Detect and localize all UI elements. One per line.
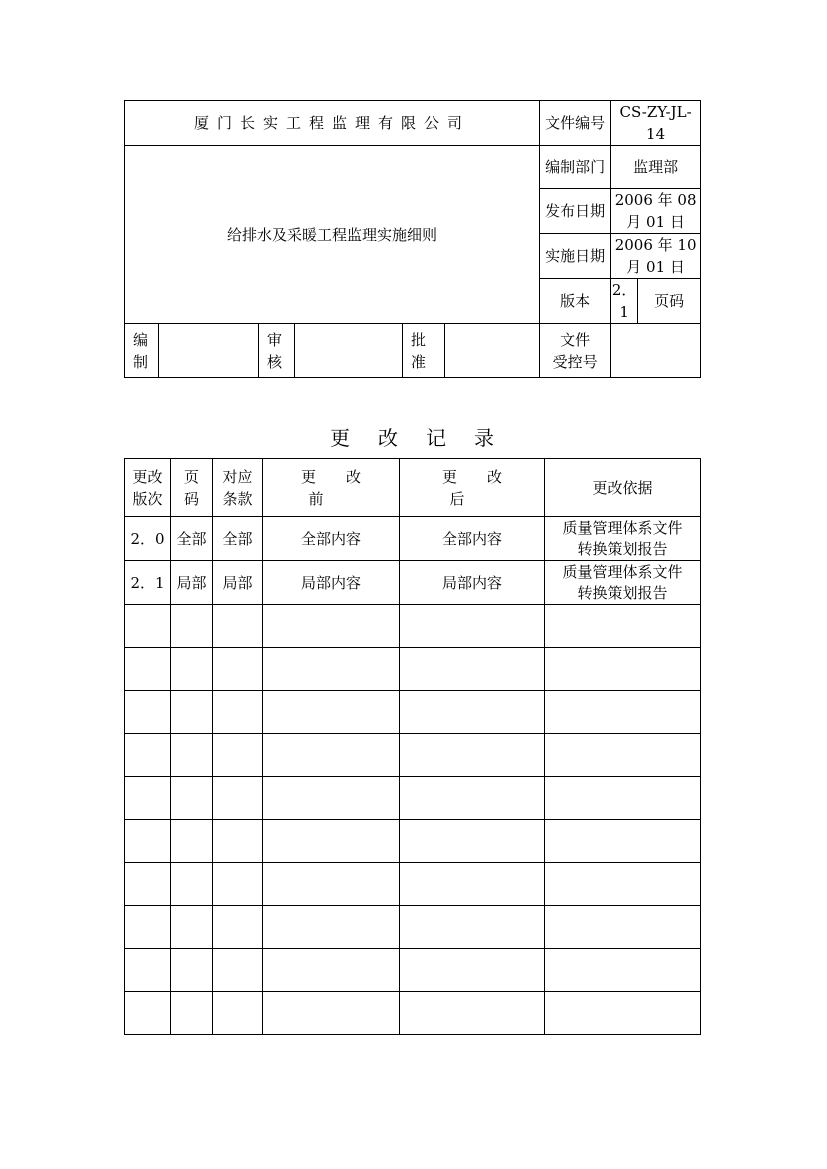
effective-date-label: 实施日期 bbox=[540, 234, 611, 279]
col-clause bbox=[213, 459, 263, 517]
empty-cell bbox=[171, 648, 213, 691]
empty-cell bbox=[125, 906, 171, 949]
empty-cell bbox=[263, 777, 400, 820]
empty-cell bbox=[171, 992, 213, 1035]
empty-cell bbox=[213, 605, 263, 648]
empty-cell bbox=[400, 734, 545, 777]
issue-date-label: 发布日期 bbox=[540, 189, 611, 234]
col-before: 更改前 bbox=[263, 459, 400, 517]
empty-cell bbox=[125, 949, 171, 992]
empty-row bbox=[125, 949, 701, 992]
approved-by-label-line2: 准 bbox=[411, 352, 427, 371]
company-name: 厦门长实工程监理有限公司 bbox=[125, 101, 540, 146]
empty-cell bbox=[545, 949, 701, 992]
document-header-table bbox=[124, 100, 701, 378]
empty-cell bbox=[400, 605, 545, 648]
empty-cell bbox=[400, 992, 545, 1035]
col-version bbox=[125, 459, 171, 517]
control-no-label-line1: 文件 bbox=[560, 330, 591, 349]
cell-basis bbox=[545, 561, 701, 605]
empty-row bbox=[125, 648, 701, 691]
col-page-line2: 码 bbox=[183, 489, 199, 508]
empty-cell bbox=[400, 777, 545, 820]
empty-row bbox=[125, 906, 701, 949]
empty-cell bbox=[125, 691, 171, 734]
col-version-line1: 更改 bbox=[132, 467, 163, 486]
empty-cell bbox=[125, 820, 171, 863]
empty-row bbox=[125, 605, 701, 648]
cell-basis bbox=[545, 517, 701, 561]
empty-cell bbox=[125, 648, 171, 691]
empty-cell bbox=[213, 648, 263, 691]
empty-row bbox=[125, 992, 701, 1035]
change-record-title: 更改记录 bbox=[330, 426, 522, 450]
empty-cell bbox=[545, 820, 701, 863]
page-label: 页码 bbox=[638, 279, 701, 324]
approved-by-label-line1: 批 bbox=[411, 330, 427, 349]
doc-no-label: 文件编号 bbox=[540, 101, 611, 146]
reviewed-by-field bbox=[295, 324, 403, 378]
empty-cell bbox=[263, 734, 400, 777]
empty-cell bbox=[400, 691, 545, 734]
empty-cell bbox=[263, 992, 400, 1035]
col-version-line2: 版次 bbox=[132, 489, 163, 508]
reviewed-by-label-line1: 审 bbox=[267, 330, 283, 349]
cell-basis-line2: 转换策划报告 bbox=[577, 583, 668, 602]
empty-cell bbox=[263, 605, 400, 648]
cell-version: 2．1 bbox=[125, 561, 171, 605]
empty-cell bbox=[125, 734, 171, 777]
empty-cell bbox=[545, 863, 701, 906]
empty-cell bbox=[213, 949, 263, 992]
empty-cell bbox=[400, 949, 545, 992]
empty-cell bbox=[213, 906, 263, 949]
cell-clause: 全部 bbox=[213, 517, 263, 561]
change-record-header-row bbox=[125, 459, 701, 517]
empty-cell bbox=[171, 777, 213, 820]
prepared-by-field bbox=[159, 324, 259, 378]
col-after: 更改后 bbox=[400, 459, 545, 517]
empty-cell bbox=[125, 777, 171, 820]
empty-cell bbox=[263, 648, 400, 691]
prepared-by-label-line1: 编 bbox=[133, 330, 149, 349]
cell-page: 局部 bbox=[171, 561, 213, 605]
cell-after: 局部内容 bbox=[400, 561, 545, 605]
cell-clause: 局部 bbox=[213, 561, 263, 605]
col-page bbox=[171, 459, 213, 517]
control-no-label-line2: 受控号 bbox=[552, 352, 598, 371]
empty-cell bbox=[263, 949, 400, 992]
empty-cell bbox=[171, 863, 213, 906]
reviewed-by-label-line2: 核 bbox=[267, 352, 283, 371]
empty-cell bbox=[171, 691, 213, 734]
cell-page: 全部 bbox=[171, 517, 213, 561]
cell-after: 全部内容 bbox=[400, 517, 545, 561]
table-row bbox=[125, 517, 701, 561]
cell-basis-line1: 质量管理体系文件 bbox=[562, 562, 683, 581]
empty-cell bbox=[213, 734, 263, 777]
reviewed-by-label bbox=[259, 324, 295, 378]
cell-version: 2．0 bbox=[125, 517, 171, 561]
empty-cell bbox=[171, 734, 213, 777]
empty-cell bbox=[545, 691, 701, 734]
control-no-label bbox=[540, 324, 611, 378]
empty-cell bbox=[125, 605, 171, 648]
prepared-by-label bbox=[125, 324, 159, 378]
empty-cell bbox=[263, 863, 400, 906]
empty-cell bbox=[400, 820, 545, 863]
cell-before: 局部内容 bbox=[263, 561, 400, 605]
empty-cell bbox=[213, 863, 263, 906]
cell-basis-line2: 转换策划报告 bbox=[577, 539, 668, 558]
empty-cell bbox=[171, 820, 213, 863]
empty-cell bbox=[545, 906, 701, 949]
empty-cell bbox=[263, 906, 400, 949]
version: 2．1 bbox=[611, 279, 638, 324]
col-clause-line2: 条款 bbox=[222, 489, 253, 508]
empty-row bbox=[125, 863, 701, 906]
change-record-table bbox=[124, 458, 701, 1035]
version-label: 版本 bbox=[540, 279, 611, 324]
empty-cell bbox=[545, 605, 701, 648]
dept-label: 编制部门 bbox=[540, 146, 611, 189]
empty-cell bbox=[545, 734, 701, 777]
empty-cell bbox=[213, 691, 263, 734]
cell-before: 全部内容 bbox=[263, 517, 400, 561]
table-row bbox=[125, 561, 701, 605]
empty-cell bbox=[125, 863, 171, 906]
empty-cell bbox=[400, 906, 545, 949]
prepared-by-label-line2: 制 bbox=[133, 352, 149, 371]
dept: 监理部 bbox=[611, 146, 701, 189]
empty-cell bbox=[171, 605, 213, 648]
empty-cell bbox=[400, 648, 545, 691]
cell-basis-line1: 质量管理体系文件 bbox=[562, 518, 683, 537]
empty-cell bbox=[213, 777, 263, 820]
col-clause-line1: 对应 bbox=[222, 467, 253, 486]
effective-date: 2006 年 10 月 01 日 bbox=[611, 234, 701, 279]
empty-cell bbox=[213, 992, 263, 1035]
col-basis: 更改依据 bbox=[545, 459, 701, 517]
empty-cell bbox=[125, 992, 171, 1035]
empty-cell bbox=[545, 777, 701, 820]
doc-title: 给排水及采暖工程监理实施细则 bbox=[125, 146, 540, 324]
approved-by-label bbox=[403, 324, 445, 378]
issue-date: 2006 年 08 月 01 日 bbox=[611, 189, 701, 234]
empty-cell bbox=[171, 949, 213, 992]
empty-cell bbox=[545, 992, 701, 1035]
empty-cell bbox=[213, 820, 263, 863]
empty-row bbox=[125, 734, 701, 777]
empty-cell bbox=[545, 648, 701, 691]
empty-cell bbox=[263, 820, 400, 863]
empty-row bbox=[125, 820, 701, 863]
empty-row bbox=[125, 777, 701, 820]
empty-row bbox=[125, 691, 701, 734]
empty-cell bbox=[400, 863, 545, 906]
control-no-field bbox=[611, 324, 701, 378]
empty-cell bbox=[263, 691, 400, 734]
empty-cell bbox=[171, 906, 213, 949]
approved-by-field bbox=[445, 324, 540, 378]
col-page-line1: 页 bbox=[183, 467, 199, 486]
doc-no: CS-ZY-JL-14 bbox=[611, 101, 701, 146]
